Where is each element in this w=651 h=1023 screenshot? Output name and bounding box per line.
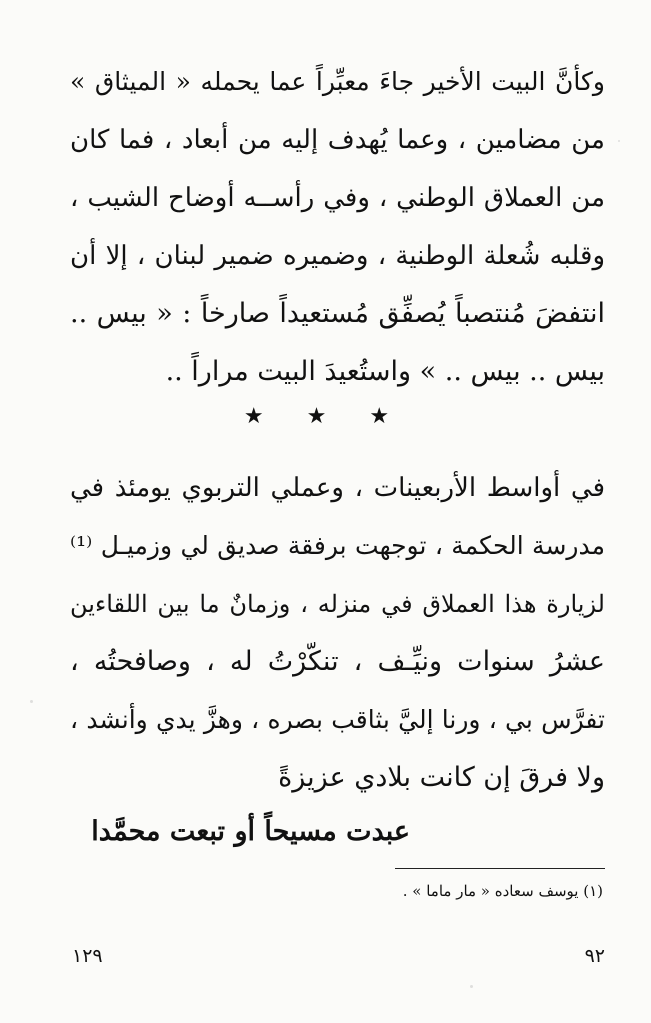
text-line: وكأنَّ البيت الأخير جاءَ معبِّراً عما يحمله « الميثاق » [70, 67, 605, 96]
text-line: وقلبه شُعلة الوطنية ، وضميره ضمير لبنان ، إلا أن [70, 241, 605, 271]
verse-line: ولا فرقَ إن كانت بلادي عزيزةً [278, 762, 605, 793]
text-line: بيس .. بيس .. » واستُعيدَ البيت مراراً .. [165, 356, 605, 387]
page-number: ١٢٩ [72, 945, 103, 967]
paper-speck [618, 140, 620, 142]
text-line: عشرُ سنوات ونيِّـف ، تنكّرْتُ له ، وصافحتُه ، [70, 646, 605, 677]
verse-line: عبدت مسيحاً أو تبعت محمَّدا [91, 816, 410, 847]
paper-speck [30, 700, 33, 703]
page-number: ٩٢ [584, 945, 605, 967]
text-line: انتفضَ مُنتصباً يُصفِّق مُستعيداً صارخاً : « بيس .. [70, 298, 605, 329]
text-line: من العملاق الوطني ، وفي رأســه أوضاح الشيب ، [70, 183, 605, 213]
footnote-divider [395, 868, 605, 869]
section-separator: ★ ★ ★ [243, 404, 408, 429]
text-line: في أواسط الأربعينات ، وعملي التربوي يومئذ في [70, 473, 605, 503]
text-line: تفرَّس بي ، ورنا إليَّ بثاقب بصره ، وهزَّ يدي وأنشد ، [70, 705, 605, 734]
footnote: (١) يوسف سعاده « مار ماما » . [402, 882, 603, 900]
text-line: لزيارة هذا العملاق في منزله ، وزمانٌ ما بين اللقاءين [70, 590, 605, 618]
paper-speck [470, 985, 473, 988]
text-line: مدرسة الحكمة ، توجهت برفقة صديق لي وزميـل ⁽¹⁾ [70, 531, 605, 560]
text-line: من مضامين ، وعما يُهدف إليه من أبعاد ، فما كان [70, 125, 605, 155]
